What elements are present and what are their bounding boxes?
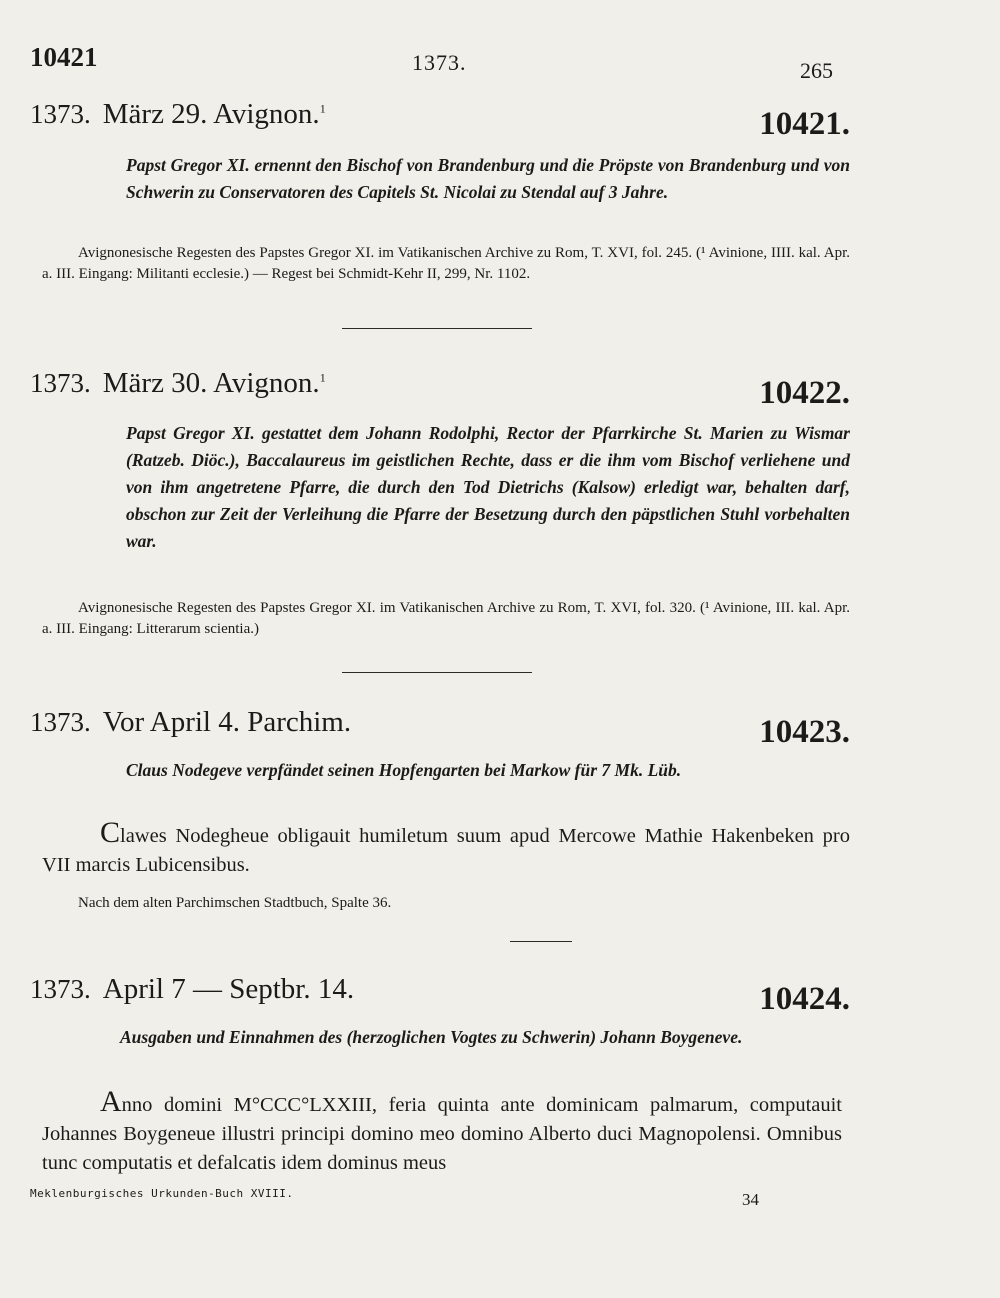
entry-summary: Papst Gregor XI. gestattet dem Johann Rodolphi, Rector der Pfarrkirche St. Marien zu Wismar (Ratzeb. Diöc.), Baccalaureus im geistlichen Rechte, dass er die ihm vom Bischof verliehene und von ihm angetretene Pfarre, die durch den Tod Dietrichs (Kalsow) erledigt war, behalten darf, obschon zur Zeit der Verleihung die Pfarre der Besetzung durch den päpstlichen Stuhl vorbehalten war. xyxy=(126,423,850,551)
separator-rule xyxy=(510,941,572,942)
page-number: 265 xyxy=(800,58,833,83)
entry-number: 10422. xyxy=(759,375,850,411)
footer-book-title: Meklenburgisches Urkunden-Buch XVIII. xyxy=(30,1187,294,1200)
entry-year: 1373. xyxy=(30,707,91,737)
running-header-year: 1373. xyxy=(412,50,467,75)
entry-source: Avignonesische Regesten des Papstes Gregor XI. im Vatikanischen Archive zu Rom, T. XVI, fol. 320. (¹ Avinione, III. kal. Apr. a. III. Eingang: Litterarum scientia.) xyxy=(42,600,850,637)
entry-number: 10421. xyxy=(759,106,850,142)
running-header-number: 10421 xyxy=(30,42,98,72)
entry-source: Avignonesische Regesten des Papstes Gregor XI. im Vatikanischen Archive zu Rom, T. XVI, fol. 245. (¹ Avinione, IIII. kal. Apr. a. III. Eingang: Militanti ecclesie.) — Regest bei Schmidt-Kehr II, 299, Nr. 1102. xyxy=(42,245,850,282)
separator-rule xyxy=(342,672,532,673)
footnote-mark: 1 xyxy=(319,370,326,385)
entry-date-place: März 29. Avignon. xyxy=(102,98,320,130)
entry-date-place: März 30. Avignon. xyxy=(102,367,320,399)
entry-text xyxy=(42,1087,842,1178)
entry-summary: Claus Nodegeve verpfändet seinen Hopfengarten bei Markow für 7 Mk. Lüb. xyxy=(126,760,682,780)
entry-text-initial: C xyxy=(100,816,121,849)
entry-summary: Ausgaben und Einnahmen des (herzoglichen Vogtes zu Schwerin) Johann Boygeneve. xyxy=(120,1027,743,1047)
entry-number: 10423. xyxy=(759,714,850,750)
entry-year: 1373. xyxy=(30,974,91,1004)
entry-text xyxy=(42,818,850,880)
entry-text-body: nno domini M°CCC°LXXIII, feria quinta ante dominicam palmarum, computauit Johannes Boygeneue illustri principi domino meo domino Alberto duci Magnopolensi. Omnibus tunc computatis et defalcatis idem dominus meus xyxy=(42,1094,842,1174)
entry-year: 1373. xyxy=(30,99,91,129)
signature-number: 34 xyxy=(742,1190,759,1209)
entry-date-place: Vor April 4. Parchim. xyxy=(102,706,352,738)
entry-date-place: April 7 — Septbr. 14. xyxy=(102,973,355,1005)
entry-summary: Papst Gregor XI. ernennt den Bischof von Brandenburg und die Pröpste von Brandenburg und von Schwerin zu Conservatoren des Capitels St. Nicolai zu Stendal auf 3 Jahre. xyxy=(126,155,850,202)
separator-rule xyxy=(342,328,532,329)
footnote-mark: 1 xyxy=(319,101,326,116)
entry-source: Nach dem alten Parchimschen Stadtbuch, Spalte 36. xyxy=(78,895,392,911)
entry-year: 1373. xyxy=(30,368,91,398)
entry-text-initial: A xyxy=(100,1085,122,1118)
entry-text-body: lawes Nodegheue obligauit humiletum suum apud Mercowe Mathie Hakenbeken pro VII marcis Lubicensibus. xyxy=(42,825,850,876)
entry-number: 10424. xyxy=(759,981,850,1017)
